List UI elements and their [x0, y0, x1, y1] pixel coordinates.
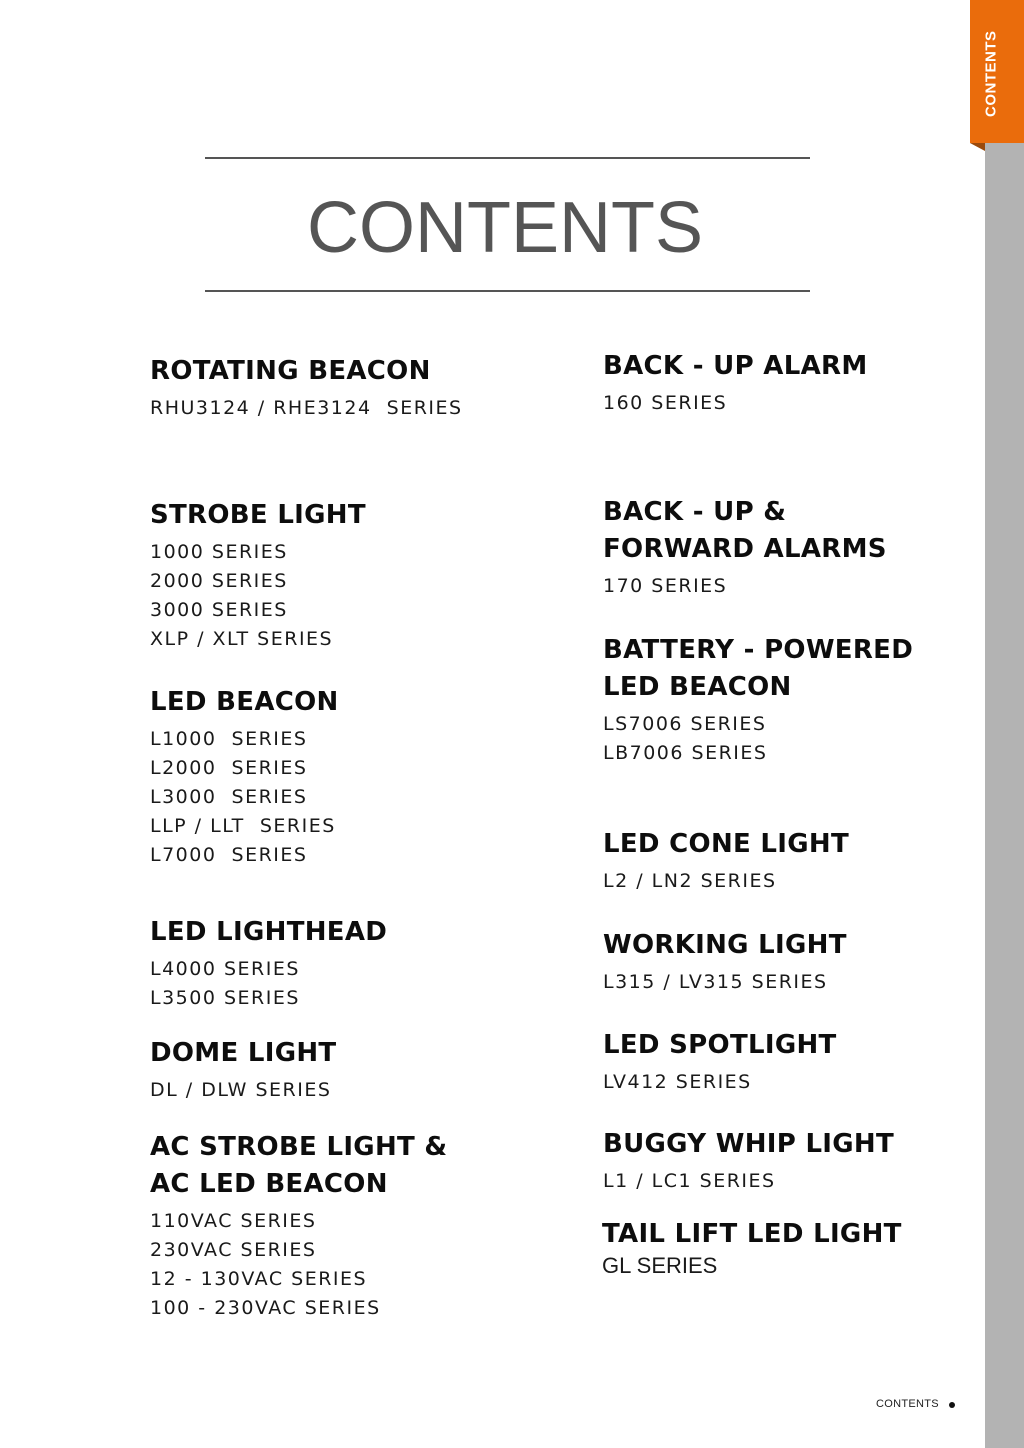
- section-items: [602, 1253, 902, 1279]
- list-item: LB7006 SERIES: [603, 742, 768, 764]
- section-title: DOME LIGHT: [150, 1038, 337, 1068]
- section-dome-light[interactable]: [150, 1035, 336, 1105]
- section-items: [150, 1207, 447, 1323]
- list-item: L3000 SERIES: [150, 786, 308, 808]
- footer-label: CONTENTS: [876, 1398, 939, 1410]
- side-strip: [985, 0, 1024, 1448]
- section-title: BACK - UP ALARM: [603, 351, 868, 381]
- section-led-lighthead[interactable]: [150, 914, 387, 1013]
- section-rotating-beacon[interactable]: [150, 353, 463, 423]
- list-item: 160 SERIES: [603, 392, 728, 414]
- section-title: WORKING LIGHT: [603, 930, 847, 960]
- section-title: BACK - UP & FORWARD ALARMS: [603, 497, 887, 564]
- section-title: LED CONE LIGHT: [603, 829, 849, 859]
- list-item: XLP / XLT SERIES: [150, 628, 334, 650]
- section-items: [603, 710, 913, 768]
- list-item: LS7006 SERIES: [603, 713, 767, 735]
- list-item: 2000 SERIES: [150, 570, 288, 592]
- section-items: [603, 1068, 837, 1097]
- section-buggy-whip-light[interactable]: [603, 1126, 894, 1196]
- page-title: CONTENTS: [307, 188, 703, 268]
- section-tail-lift-led-light[interactable]: [602, 1216, 902, 1279]
- section-title: BUGGY WHIP LIGHT: [603, 1129, 895, 1159]
- section-items: [150, 725, 339, 870]
- section-items: [603, 968, 847, 997]
- list-item: L1 / LC1 SERIES: [603, 1170, 776, 1192]
- section-title: AC STROBE LIGHT & AC LED BEACON: [150, 1132, 448, 1199]
- section-items: [150, 394, 463, 423]
- title-rule-bottom: [205, 290, 810, 292]
- list-item: L7000 SERIES: [150, 844, 308, 866]
- section-battery-powered-led-beacon[interactable]: [603, 632, 913, 768]
- list-item: L2 / LN2 SERIES: [603, 870, 777, 892]
- section-items: [150, 538, 366, 654]
- contents-tab-fold: [970, 143, 985, 151]
- section-title: BATTERY - POWERED LED BEACON: [603, 635, 914, 702]
- title-rule-top: [205, 157, 810, 159]
- list-item: 100 - 230VAC SERIES: [150, 1297, 381, 1319]
- footer-bullet-icon: [949, 1402, 955, 1408]
- list-item: 170 SERIES: [603, 575, 728, 597]
- section-title: LED SPOTLIGHT: [603, 1030, 837, 1060]
- list-item: 110VAC SERIES: [150, 1210, 317, 1232]
- list-item: L315 / LV315 SERIES: [603, 971, 828, 993]
- section-ac-strobe-led[interactable]: [150, 1129, 447, 1323]
- section-led-beacon[interactable]: [150, 684, 339, 870]
- section-items: [150, 1076, 336, 1105]
- section-strobe-light[interactable]: [150, 497, 366, 654]
- list-item: L3500 SERIES: [150, 987, 300, 1009]
- section-back-up-alarm[interactable]: [603, 348, 868, 418]
- section-title: TAIL LIFT LED LIGHT: [602, 1219, 902, 1249]
- list-item: 230VAC SERIES: [150, 1239, 317, 1261]
- section-title: ROTATING BEACON: [150, 356, 431, 386]
- section-items: [603, 1167, 894, 1196]
- section-title: LED LIGHTHEAD: [150, 917, 388, 947]
- list-item: L2000 SERIES: [150, 757, 308, 779]
- section-working-light[interactable]: [603, 927, 847, 997]
- list-item: 3000 SERIES: [150, 599, 288, 621]
- list-item: DL / DLW SERIES: [150, 1079, 332, 1101]
- section-items: [603, 572, 887, 601]
- section-back-up-forward-alarms[interactable]: [603, 494, 887, 601]
- section-led-spotlight[interactable]: [603, 1027, 837, 1097]
- section-title: STROBE LIGHT: [150, 500, 366, 530]
- contents-tab-label: CONTENTS: [982, 30, 1000, 118]
- section-items: [603, 389, 868, 418]
- list-item: GL SERIES: [602, 1253, 718, 1278]
- list-item: L4000 SERIES: [150, 958, 300, 980]
- list-item: LLP / LLT SERIES: [150, 815, 336, 837]
- list-item: LV412 SERIES: [603, 1071, 752, 1093]
- section-title: LED BEACON: [150, 687, 339, 717]
- list-item: 12 - 130VAC SERIES: [150, 1268, 368, 1290]
- section-led-cone-light[interactable]: [603, 826, 849, 896]
- section-items: [150, 955, 387, 1013]
- list-item: RHU3124 / RHE3124 SERIES: [150, 397, 463, 419]
- section-items: [603, 867, 849, 896]
- list-item: 1000 SERIES: [150, 541, 288, 563]
- list-item: L1000 SERIES: [150, 728, 308, 750]
